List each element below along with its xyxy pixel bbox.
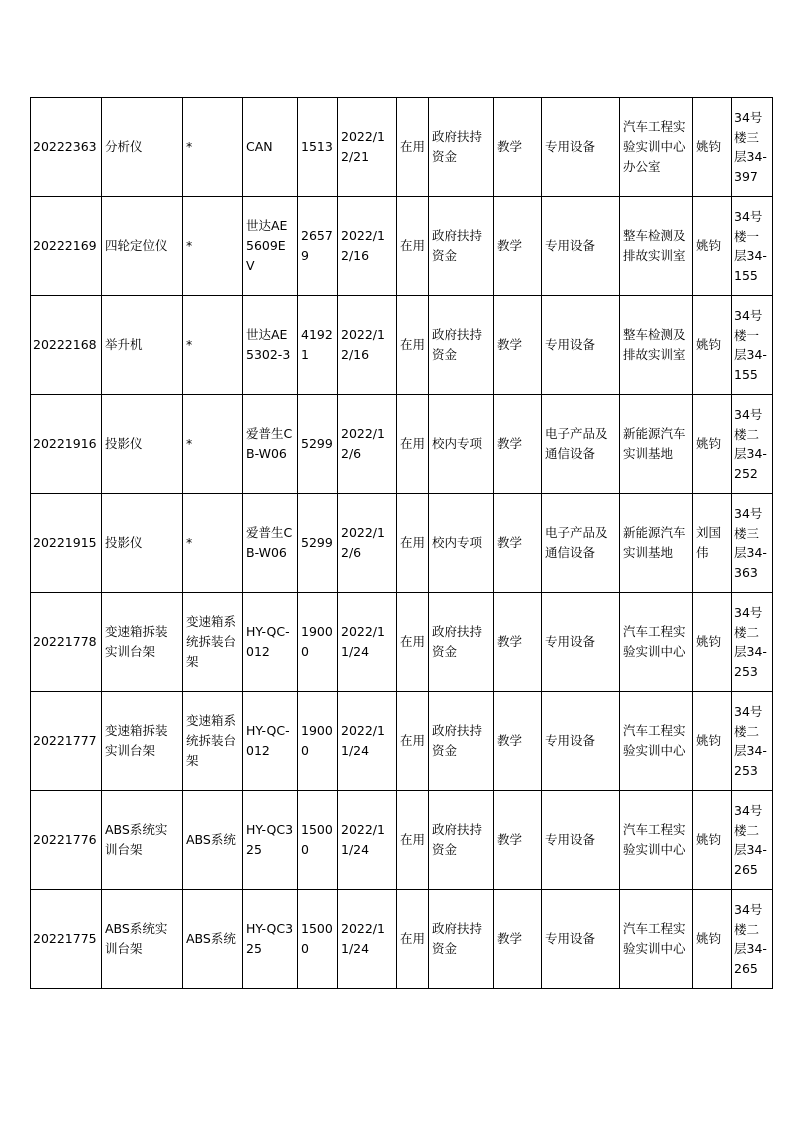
asset-category-cell: 专用设备 — [542, 296, 620, 395]
asset-category-cell: 专用设备 — [542, 791, 620, 890]
asset-name-cell: 投影仪 — [102, 494, 183, 593]
asset-location-cell: 34号楼三层34-397 — [732, 98, 773, 197]
asset-model-cell: 世达AE5302-3 — [243, 296, 298, 395]
asset-spec-cell: * — [183, 98, 243, 197]
asset-fund-cell: 政府扶持资金 — [429, 197, 494, 296]
asset-category-cell: 电子产品及通信设备 — [542, 395, 620, 494]
asset-id-cell: 20222363 — [31, 98, 102, 197]
asset-keeper-cell: 姚钧 — [693, 593, 732, 692]
asset-id-cell: 20221916 — [31, 395, 102, 494]
asset-date-cell: 2022/11/24 — [338, 593, 397, 692]
asset-usage-cell: 教学 — [494, 593, 542, 692]
asset-model-cell: 世达AE5609EV — [243, 197, 298, 296]
asset-date-cell: 2022/11/24 — [338, 791, 397, 890]
asset-spec-cell: ABS系统 — [183, 791, 243, 890]
asset-fund-cell: 政府扶持资金 — [429, 791, 494, 890]
asset-model-cell: HY-QC-012 — [243, 692, 298, 791]
asset-date-cell: 2022/11/24 — [338, 890, 397, 989]
asset-status-cell: 在用 — [397, 197, 429, 296]
asset-dept-cell: 汽车工程实验实训中心 — [620, 692, 693, 791]
asset-keeper-cell: 姚钧 — [693, 296, 732, 395]
asset-location-cell: 34号楼二层34-253 — [732, 692, 773, 791]
asset-fund-cell: 政府扶持资金 — [429, 890, 494, 989]
asset-keeper-cell: 刘国伟 — [693, 494, 732, 593]
table-row — [31, 494, 773, 593]
asset-usage-cell: 教学 — [494, 494, 542, 593]
asset-price-cell: 26579 — [298, 197, 338, 296]
asset-category-cell: 专用设备 — [542, 197, 620, 296]
asset-category-cell: 专用设备 — [542, 593, 620, 692]
asset-date-cell: 2022/12/16 — [338, 296, 397, 395]
table-row — [31, 98, 773, 197]
asset-id-cell: 20222168 — [31, 296, 102, 395]
asset-name-cell: 分析仪 — [102, 98, 183, 197]
asset-keeper-cell: 姚钧 — [693, 791, 732, 890]
asset-id-cell: 20221915 — [31, 494, 102, 593]
asset-name-cell: 举升机 — [102, 296, 183, 395]
asset-location-cell: 34号楼二层34-265 — [732, 890, 773, 989]
table-row — [31, 791, 773, 890]
asset-date-cell: 2022/11/24 — [338, 692, 397, 791]
asset-name-cell: ABS系统实训台架 — [102, 791, 183, 890]
asset-price-cell: 15000 — [298, 890, 338, 989]
asset-keeper-cell: 姚钧 — [693, 890, 732, 989]
asset-dept-cell: 汽车工程实验实训中心 — [620, 593, 693, 692]
asset-keeper-cell: 姚钧 — [693, 197, 732, 296]
asset-category-cell: 电子产品及通信设备 — [542, 494, 620, 593]
asset-status-cell: 在用 — [397, 593, 429, 692]
asset-name-cell: 四轮定位仪 — [102, 197, 183, 296]
asset-keeper-cell: 姚钧 — [693, 98, 732, 197]
table-row — [31, 890, 773, 989]
asset-date-cell: 2022/12/21 — [338, 98, 397, 197]
asset-model-cell: CAN — [243, 98, 298, 197]
asset-name-cell: 投影仪 — [102, 395, 183, 494]
asset-fund-cell: 政府扶持资金 — [429, 593, 494, 692]
asset-usage-cell: 教学 — [494, 692, 542, 791]
asset-model-cell: HY-QC325 — [243, 791, 298, 890]
asset-fund-cell: 校内专项 — [429, 494, 494, 593]
table-row — [31, 296, 773, 395]
asset-status-cell: 在用 — [397, 98, 429, 197]
asset-id-cell: 20221776 — [31, 791, 102, 890]
asset-table — [30, 97, 773, 989]
asset-date-cell: 2022/12/16 — [338, 197, 397, 296]
asset-model-cell: HY-QC325 — [243, 890, 298, 989]
asset-spec-cell: * — [183, 494, 243, 593]
asset-date-cell: 2022/12/6 — [338, 395, 397, 494]
asset-location-cell: 34号楼三层34-363 — [732, 494, 773, 593]
table-row — [31, 692, 773, 791]
asset-dept-cell: 新能源汽车实训基地 — [620, 395, 693, 494]
asset-location-cell: 34号楼二层34-265 — [732, 791, 773, 890]
asset-usage-cell: 教学 — [494, 98, 542, 197]
asset-spec-cell: * — [183, 296, 243, 395]
asset-fund-cell: 政府扶持资金 — [429, 296, 494, 395]
asset-spec-cell: ABS系统 — [183, 890, 243, 989]
asset-status-cell: 在用 — [397, 791, 429, 890]
asset-model-cell: 爱普生CB-W06 — [243, 494, 298, 593]
asset-usage-cell: 教学 — [494, 197, 542, 296]
asset-location-cell: 34号楼二层34-252 — [732, 395, 773, 494]
asset-category-cell: 专用设备 — [542, 890, 620, 989]
asset-usage-cell: 教学 — [494, 890, 542, 989]
asset-table-body — [31, 98, 773, 989]
asset-dept-cell: 整车检测及排故实训室 — [620, 296, 693, 395]
asset-price-cell: 1513 — [298, 98, 338, 197]
asset-category-cell: 专用设备 — [542, 98, 620, 197]
table-row — [31, 197, 773, 296]
asset-keeper-cell: 姚钧 — [693, 395, 732, 494]
asset-id-cell: 20221777 — [31, 692, 102, 791]
asset-name-cell: ABS系统实训台架 — [102, 890, 183, 989]
asset-status-cell: 在用 — [397, 296, 429, 395]
asset-price-cell: 41921 — [298, 296, 338, 395]
asset-keeper-cell: 姚钧 — [693, 692, 732, 791]
asset-status-cell: 在用 — [397, 494, 429, 593]
asset-dept-cell: 汽车工程实验实训中心 — [620, 890, 693, 989]
asset-price-cell: 15000 — [298, 791, 338, 890]
asset-dept-cell: 新能源汽车实训基地 — [620, 494, 693, 593]
asset-usage-cell: 教学 — [494, 296, 542, 395]
asset-status-cell: 在用 — [397, 692, 429, 791]
asset-price-cell: 5299 — [298, 494, 338, 593]
asset-usage-cell: 教学 — [494, 395, 542, 494]
asset-date-cell: 2022/12/6 — [338, 494, 397, 593]
asset-name-cell: 变速箱拆装实训台架 — [102, 692, 183, 791]
asset-usage-cell: 教学 — [494, 791, 542, 890]
table-row — [31, 593, 773, 692]
asset-name-cell: 变速箱拆装实训台架 — [102, 593, 183, 692]
asset-spec-cell: * — [183, 197, 243, 296]
asset-dept-cell: 汽车工程实验实训中心办公室 — [620, 98, 693, 197]
asset-model-cell: 爱普生CB-W06 — [243, 395, 298, 494]
asset-location-cell: 34号楼一层34-155 — [732, 197, 773, 296]
asset-id-cell: 20222169 — [31, 197, 102, 296]
asset-status-cell: 在用 — [397, 890, 429, 989]
asset-price-cell: 19000 — [298, 593, 338, 692]
asset-model-cell: HY-QC-012 — [243, 593, 298, 692]
asset-fund-cell: 政府扶持资金 — [429, 692, 494, 791]
asset-fund-cell: 政府扶持资金 — [429, 98, 494, 197]
asset-status-cell: 在用 — [397, 395, 429, 494]
table-row — [31, 395, 773, 494]
asset-fund-cell: 校内专项 — [429, 395, 494, 494]
asset-dept-cell: 汽车工程实验实训中心 — [620, 791, 693, 890]
asset-category-cell: 专用设备 — [542, 692, 620, 791]
asset-price-cell: 5299 — [298, 395, 338, 494]
asset-spec-cell: 变速箱系统拆装台架 — [183, 593, 243, 692]
asset-dept-cell: 整车检测及排故实训室 — [620, 197, 693, 296]
asset-location-cell: 34号楼二层34-253 — [732, 593, 773, 692]
asset-id-cell: 20221778 — [31, 593, 102, 692]
asset-spec-cell: 变速箱系统拆装台架 — [183, 692, 243, 791]
asset-location-cell: 34号楼一层34-155 — [732, 296, 773, 395]
asset-id-cell: 20221775 — [31, 890, 102, 989]
asset-spec-cell: * — [183, 395, 243, 494]
asset-price-cell: 19000 — [298, 692, 338, 791]
